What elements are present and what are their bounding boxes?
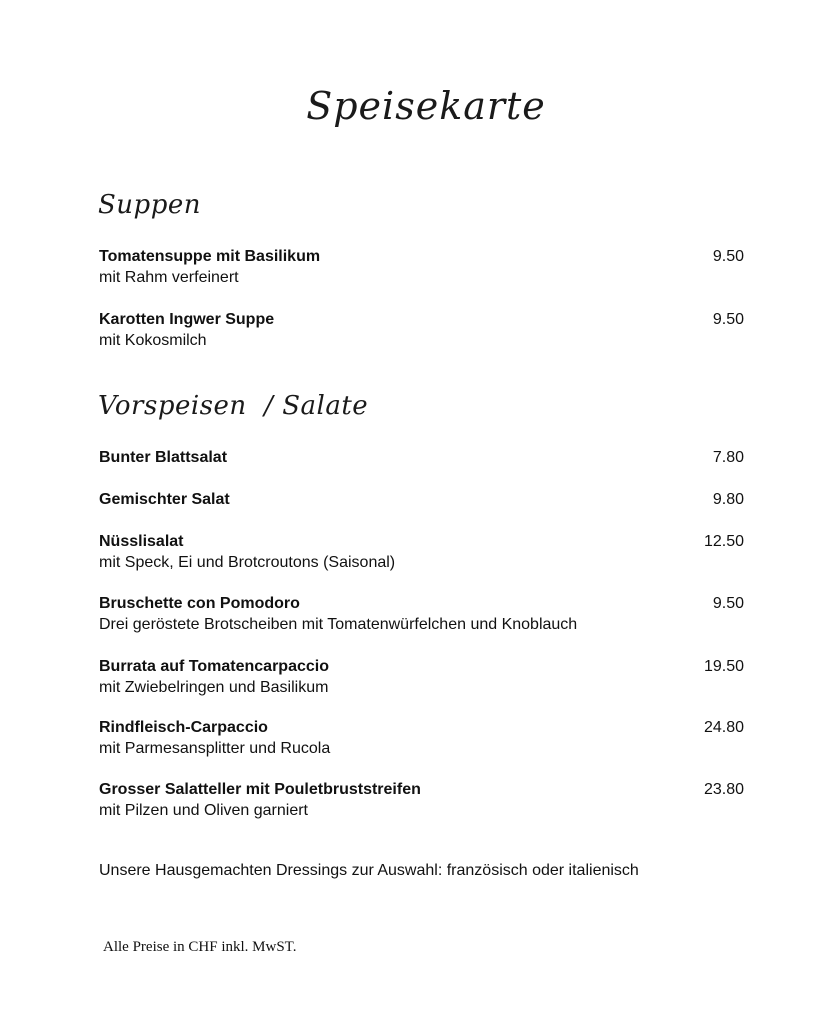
section-heading-suppen: Suppen: [98, 190, 201, 220]
menu-item-name: Rindfleisch-Carpaccio: [99, 719, 268, 736]
menu-item: [99, 717, 744, 759]
menu-item: [99, 309, 744, 351]
menu-item-description: mit Zwiebelringen und Basilikum: [99, 679, 329, 696]
menu-item-name: Grosser Salatteller mit Pouletbruststreifen: [99, 781, 421, 798]
menu-item: [99, 593, 744, 635]
menu-item-description: mit Rahm verfeinert: [99, 269, 239, 286]
menu-item-description: mit Pilzen und Oliven garniert: [99, 802, 308, 819]
menu-item-price: 24.80: [703, 719, 744, 736]
dressing-note: Unsere Hausgemachten Dressings zur Auswahl: französisch oder italienisch: [99, 862, 639, 879]
menu-item-price: 9.50: [712, 595, 744, 612]
menu-item: [99, 246, 744, 288]
menu-item: [99, 531, 744, 573]
menu-item-description: mit Parmesansplitter und Rucola: [99, 740, 331, 757]
menu-item-price: 9.50: [712, 248, 744, 265]
menu-item: [99, 779, 744, 821]
menu-item-name: Gemischter Salat: [99, 491, 230, 508]
menu-item-price: 23.80: [703, 781, 744, 798]
menu-item-name: Karotten Ingwer Suppe: [99, 311, 275, 328]
menu-item-price: 9.80: [712, 491, 744, 508]
menu-item-price: 12.50: [703, 533, 744, 550]
menu-item: [99, 656, 744, 698]
price-footnote: Alle Preise in CHF inkl. MwST.: [103, 939, 297, 955]
menu-item: [99, 489, 744, 510]
section-heading-vorspeisen-salate: Vorspeisen / Salate: [98, 391, 369, 421]
menu-item-name: Bruschette con Pomodoro: [99, 595, 300, 612]
menu-item-description: mit Speck, Ei und Brotcroutons (Saisonal): [99, 554, 396, 571]
menu-item-price: 19.50: [703, 658, 744, 675]
menu-item-name: Bunter Blattsalat: [99, 449, 228, 466]
menu-item-description: mit Kokosmilch: [99, 332, 207, 349]
menu-item-price: 7.80: [712, 449, 744, 466]
menu-item: [99, 447, 744, 468]
menu-item-name: Nüsslisalat: [99, 533, 184, 550]
menu-item-price: 9.50: [712, 311, 744, 328]
menu-item-description: Drei geröstete Brotscheiben mit Tomatenwürfelchen und Knoblauch: [99, 616, 578, 633]
menu-item-name: Burrata auf Tomatencarpaccio: [99, 658, 329, 675]
page-title: Speisekarte: [306, 84, 546, 128]
menu-item-name: Tomatensuppe mit Basilikum: [99, 248, 321, 265]
